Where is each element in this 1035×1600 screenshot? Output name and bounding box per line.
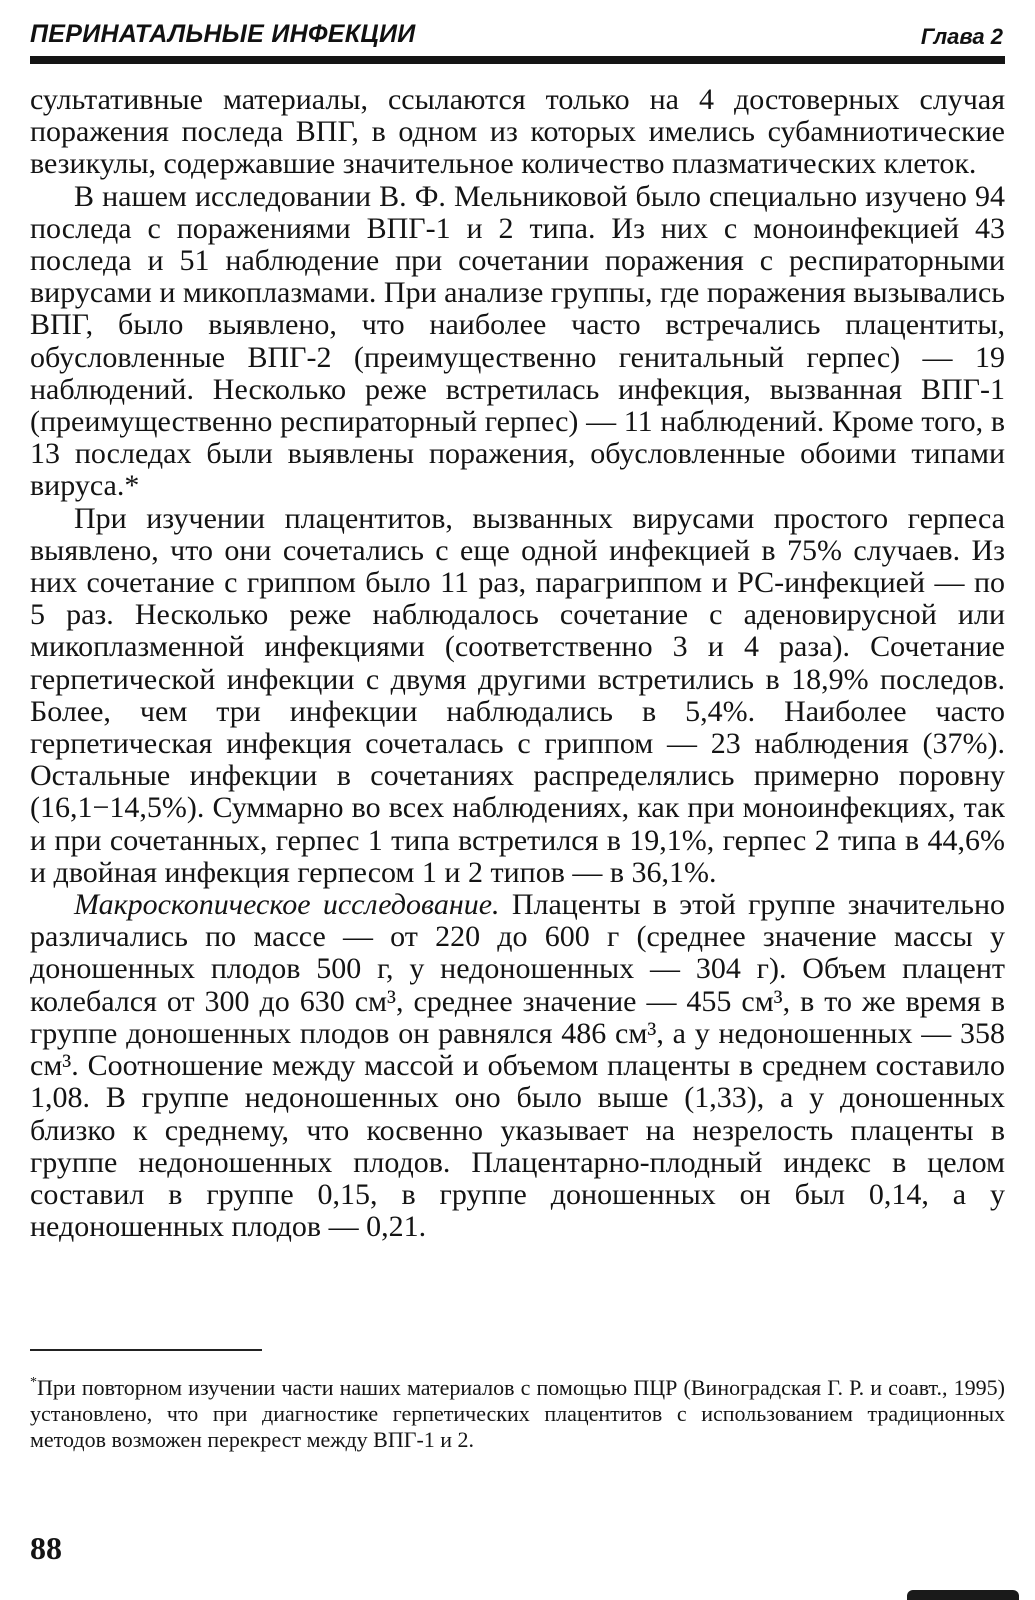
scan-edge-mark bbox=[907, 1590, 1019, 1600]
paragraph-2: В нашем исследовании В. Ф. Мельниковой было специально изучено 94 последа с поражениями ВПГ-1 и 2 типа. Из них с моноинфекцией 43 последа и 51 наблюдение при сочетании поражения с респираторными вирусами и микоплазмами. При анализе группы, где поражения вызывались ВПГ, было выявлено, что наиболее часто встречались плацентиты, обусловленные ВПГ-2 (преимущественно генитальный герпес) — 19 наблюдений. Несколько реже встретилась инфекция, вызванная ВПГ-1 (преимущественно респираторный герпес) — 11 наблюдений. Кроме того, в 13 последах были выявлены поражения, обусловленные обоими типами вируса.* bbox=[30, 179, 1005, 503]
page-header bbox=[30, 16, 1005, 54]
chapter-label: Глава 2 bbox=[920, 24, 1003, 49]
footnote-text: При повторном изучении части наших материалов с помощью ПЦР (Виноградская Г. Р. и соавт., 1995) установлено, что при диагностике герпетических плацентитов с использованием традиционных методов возможен перекрест между ВПГ-1 и 2. bbox=[30, 1375, 1005, 1452]
footnote-rule bbox=[30, 1349, 262, 1351]
footnote bbox=[30, 1370, 1005, 1453]
running-title: ПЕРИНАТАЛЬНЫЕ ИНФЕКЦИИ bbox=[30, 20, 416, 48]
paragraph-4-lead: Макроскопическое исследование. bbox=[74, 888, 500, 922]
paragraph-4 bbox=[30, 889, 1005, 1243]
paragraph-4-text: Плаценты в этой группе значительно различались по массе — от 220 до 600 г (среднее значение массы у доношенных плодов 500 г, у недоношенных — 304 г). Объем плацент колебался от 300 до 630 см³, среднее значение — 455 см³, в то же время в группе доношенных плодов он равнялся 486 см³, а у недоношенных — 358 см³. Соотношение между массой и объемом плаценты в среднем составило 1,08. В группе недоношенных оно было выше (1,33), а у доношенных близко к среднему, что косвенно указывает на незрелость плаценты в группе недоношенных плодов. Плацентарно-плодный индекс в целом составил в группе 0,15, в группе доношенных он был 0,14, а у недоношенных плодов — 0,21. bbox=[30, 888, 1006, 1244]
footnote-mark: * bbox=[30, 1375, 37, 1390]
body-text bbox=[30, 84, 1005, 1243]
paragraph-1: сультативные материалы, ссылаются только на 4 достоверных случая поражения последа ВПГ, в одном из которых имелись субамниотические везикулы, содержавшие значительное количество плазматических клеток. bbox=[30, 83, 1005, 181]
paragraph-3: При изучении плацентитов, вызванных вирусами простого герпеса выявлено, что они сочетались с еще одной инфекцией в 75% случаев. Из них сочетание с гриппом было 11 раз, парагриппом и РС-инфекцией — по 5 раз. Несколько реже наблюдалось сочетание с аденовирусной или микоплазменной инфекциями (соответственно 3 и 4 раза). Сочетание герпетической инфекции с двумя другими встретились в 18,9% последов. Более, чем три инфекции наблюдались в 5,4%. Наиболее часто герпетическая инфекция сочеталась с гриппом — 23 наблюдения (37%). Остальные инфекции в сочетаниях распределялись примерно поровну (16,1−14,5%). Суммарно во всех наблюдениях, как при моноинфекциях, так и при сочетанных, герпес 1 типа встретился в 19,1%, герпес 2 типа в 44,6% и двойная инфекция герпесом 1 и 2 типов — в 36,1%. bbox=[30, 501, 1005, 889]
page-number: 88 bbox=[30, 1530, 62, 1566]
header-rule bbox=[30, 56, 1005, 64]
